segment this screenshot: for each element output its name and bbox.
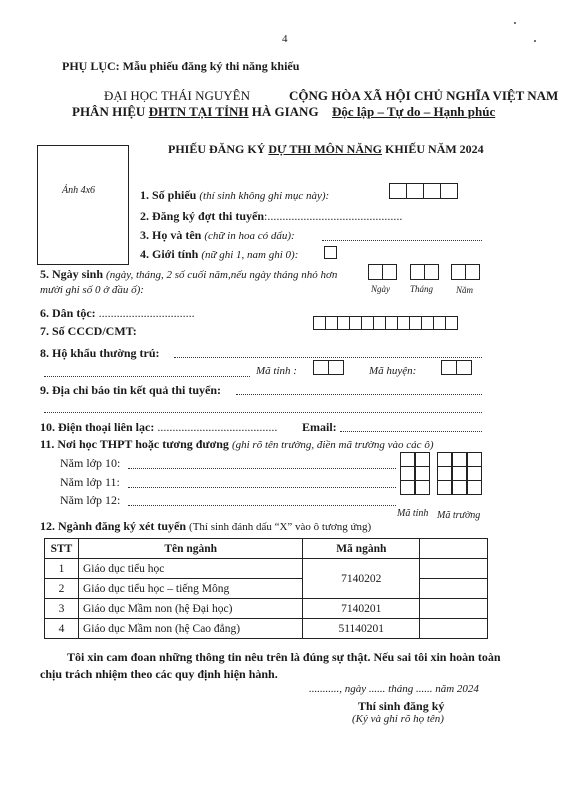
declaration-line2: chịu trách nhiệm theo các quy định hiện hành. <box>40 667 278 681</box>
appendix-text: Mẫu phiếu đăng ký thi năng khiếu <box>122 59 300 73</box>
field-9-line1[interactable] <box>236 394 482 395</box>
district-code-boxes[interactable] <box>441 360 472 375</box>
field-11-note: (ghi rõ tên trường, điền mã trường vào các ô) <box>231 439 434 451</box>
field-10 <box>40 420 277 435</box>
field-3-note: (chữ in hoa có dấu): <box>204 230 295 242</box>
org-line2 <box>72 104 319 120</box>
field-3-label: 3. Họ và tên <box>140 228 202 242</box>
majors-table <box>44 538 488 639</box>
year-label: Năm <box>456 285 474 295</box>
field-11-label: 11. Nơi học THPT hoặc tương đương <box>40 437 229 451</box>
field-2-label: 2. Đăng ký đợt thi tuyển <box>140 209 265 223</box>
header-mark <box>420 539 488 559</box>
email-label: Email: <box>302 420 337 434</box>
school-code-grid[interactable] <box>438 453 483 495</box>
field-1 <box>140 188 329 203</box>
field-9-label: 9. Địa chỉ báo tin kết quả thi tuyển: <box>40 383 222 397</box>
field-12-note: (Thí sinh đánh dấu “X” vào ô tương ứng) <box>189 521 372 533</box>
field-4-label: 4. Giới tính <box>140 247 199 261</box>
grade11-label: Năm lớp 11: <box>60 475 120 489</box>
row-name: Giáo dục tiểu học – tiếng Mông <box>78 579 302 599</box>
school-province-label: Mã tỉnh <box>397 508 429 519</box>
appendix-label: PHỤ LỤC: <box>62 59 120 73</box>
field-5 <box>40 267 337 282</box>
field-11 <box>40 437 433 452</box>
field-6 <box>40 306 195 321</box>
org-line2-pre: PHÂN HIỆU <box>72 104 149 119</box>
row-code: 51140201 <box>303 619 420 639</box>
header-code: Mã ngành <box>303 539 420 559</box>
grade12-label: Năm lớp 12: <box>60 493 121 507</box>
field-5-note1: (ngày, tháng, 2 số cuối năm,nếu ngày tháng nhỏ hơn <box>106 269 338 281</box>
header-name: Tên ngành <box>78 539 302 559</box>
table-row <box>45 559 488 579</box>
field-12 <box>40 519 371 534</box>
email-line[interactable] <box>340 431 482 432</box>
table-row <box>45 619 488 639</box>
table-row <box>45 579 488 599</box>
row-mark-box[interactable] <box>420 559 488 579</box>
form-title-post: KHIẾU NĂM 2024 <box>382 142 484 156</box>
row-name: Giáo dục tiểu học <box>78 559 302 579</box>
form-title-underlined: DỰ THI MÔN NĂNG <box>268 142 383 156</box>
field-4 <box>140 247 298 262</box>
org-line2-post: HÀ GIANG <box>248 104 319 119</box>
row-stt: 2 <box>45 579 79 599</box>
province-code-label: Mã tỉnh : <box>256 365 297 377</box>
grade10-line[interactable] <box>128 468 396 469</box>
row-mark-box[interactable] <box>420 619 488 639</box>
field-2 <box>140 209 402 224</box>
row-mark-box[interactable] <box>420 599 488 619</box>
row-name: Giáo dục Mầm non (hệ Cao đẳng) <box>78 619 302 639</box>
appendix-heading <box>62 59 299 74</box>
field-5-note2: mười ghi số 0 ở đầu ố): <box>40 284 144 296</box>
field-10-label: 10. Điện thoại liên lạc: <box>40 420 155 434</box>
field-8-line1[interactable] <box>174 357 482 358</box>
signature-note: (Ký và ghi rõ họ tên) <box>352 713 444 725</box>
district-code-label: Mã huyện: <box>369 365 417 377</box>
scan-speck <box>514 22 516 24</box>
page-number: 4 <box>282 33 288 45</box>
grade12-line[interactable] <box>128 505 396 506</box>
school-province-grid[interactable] <box>401 453 431 495</box>
field-8-label: 8. Hộ khẩu thường trú: <box>40 346 160 360</box>
form-title-pre: PHIẾU ĐĂNG KÝ <box>168 142 269 156</box>
school-code-label: Mã trường <box>437 510 481 521</box>
signature-date: ..........., ngày ...... tháng ...... năm 2024 <box>309 683 479 695</box>
row-code-merged: 7140202 <box>303 559 420 599</box>
row-stt: 4 <box>45 619 79 639</box>
field-12-label: 12. Ngành đăng ký xét tuyển <box>40 519 187 533</box>
table-header-row <box>45 539 488 559</box>
photo-label: Ảnh 4x6 <box>62 185 96 196</box>
row-stt: 3 <box>45 599 79 619</box>
field-6-dots: ................................ <box>98 306 195 320</box>
motto-line2 <box>332 104 495 120</box>
field-3 <box>140 228 295 243</box>
field-4-note: (nữ ghi 1, nam ghi 0): <box>201 249 299 261</box>
field-7-label: 7. Số CCCD/CMT: <box>40 324 137 338</box>
photo-box <box>37 145 129 265</box>
org-line2-underlined: ĐHTN TẠI TỈNH <box>148 104 249 119</box>
field-5-label: 5. Ngày sinh <box>40 267 104 281</box>
field-1-label: 1. Số phiếu <box>140 188 197 202</box>
day-boxes[interactable] <box>368 264 397 280</box>
day-label: Ngày <box>371 284 390 294</box>
signature-title: Thí sinh đăng ký <box>358 699 445 713</box>
table-row <box>45 599 488 619</box>
field-2-dots: :............................................. <box>264 209 403 223</box>
month-boxes[interactable] <box>410 264 439 280</box>
motto-line1: CỘNG HÒA XÃ HỘI CHỦ NGHĨA VIỆT NAM <box>289 88 559 103</box>
scan-speck <box>534 40 536 42</box>
declaration-line1: Tôi xin cam đoan những thông tin nêu trên là đúng sự thật. Nếu sai tôi xin hoàn toàn <box>67 650 501 664</box>
org-line1: ĐẠI HỌC THÁI NGUYÊN <box>104 88 250 103</box>
row-code: 7140201 <box>303 599 420 619</box>
year-boxes[interactable] <box>451 264 480 280</box>
month-label: Tháng <box>410 284 434 294</box>
ticket-number-boxes[interactable] <box>389 183 458 199</box>
field-9-line2[interactable] <box>44 412 482 413</box>
header-stt: STT <box>45 539 79 559</box>
row-stt: 1 <box>45 559 79 579</box>
row-mark-box[interactable] <box>420 579 488 599</box>
field-3-line[interactable] <box>322 240 482 241</box>
gender-box[interactable] <box>324 246 337 259</box>
field-1-note: (thí sinh không ghi mục này): <box>199 190 330 202</box>
field-6-label: 6. Dân tộc: <box>40 306 96 320</box>
field-10-dots: ........................................ <box>157 420 278 434</box>
province-code-boxes[interactable] <box>313 360 344 375</box>
motto-line2-text: Độc lập – Tự do – Hạnh phúc <box>332 104 496 119</box>
grade11-line[interactable] <box>128 487 396 488</box>
grade10-label: Năm lớp 10: <box>60 456 121 470</box>
form-title <box>168 142 484 157</box>
field-8-line2[interactable] <box>44 376 250 377</box>
row-name: Giáo dục Mầm non (hệ Đại học) <box>78 599 302 619</box>
id-number-boxes[interactable] <box>313 316 458 330</box>
